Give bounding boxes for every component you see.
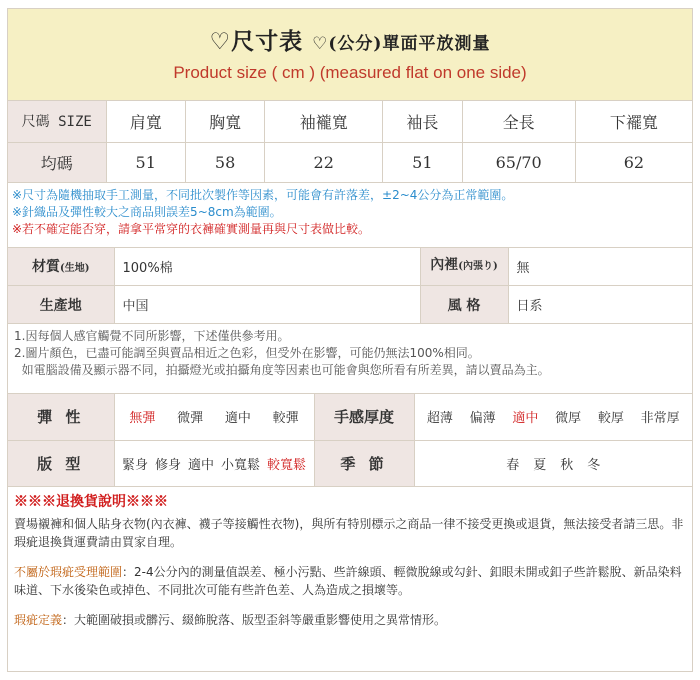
elasticity-option: 較彈 [272,411,299,427]
thickness-option: 較厚 [597,411,624,427]
page-title [8,23,692,56]
origin-label: 生產地 [8,286,114,324]
policy-subtitle: 瑕疵定義 [14,612,63,627]
size-value-row [8,142,692,182]
policy-heading: ※※※退換貨說明※※※ [14,493,168,510]
material-value: 100%棉 [114,248,420,286]
val-armhole: 22 [265,142,383,182]
note-line: 如電腦設備及顯示器不同，拍攝燈光或拍攝角度等因素也可能會與您所看有所差異，請以賣品為主。 [14,363,550,377]
elasticity-label: 彈 性 [8,394,114,440]
attr-row [8,394,692,440]
season-option: 秋 [560,457,574,473]
thickness-label: 手感厚度 [314,394,414,440]
heart-icon: ♡ [209,28,232,55]
note-line: ※尺寸為隨機抽取手工測量，不同批次製作等因素，可能會有許落差，±2~4公分為正常範圍。 [12,187,514,202]
fit-options [114,440,314,486]
val-sleeve: 51 [383,142,462,182]
season-option: 春 [506,457,520,473]
thickness-option: 偏薄 [469,411,496,427]
fit-option: 小寬鬆 [220,457,260,473]
material-info-table [8,248,692,325]
thickness-option: 非常厚 [640,411,680,427]
elasticity-option: 適中 [224,411,251,427]
heart-icon: ♡ [312,34,329,54]
policy-para: 賣場襯褲和個人貼身衣物(內衣褲、襪子等接觸性衣物)，與所有特別標示之商品一律不接受更換或退貨，無法接受者請三思。非瑕疵退換貨運費請由買家自理。 [14,516,684,549]
policy-para [14,563,686,599]
policy-text: ：大範圍破損或髒污、綴飾脫落、版型歪斜等嚴重影響使用之異常情形。 [62,612,447,627]
thickness-option: 適中 [512,411,539,427]
size-chart-sheet [7,8,693,672]
note-line: 2.圖片顏色，已盡可能調至與賣品相近之色彩，但受外在影響，可能仍無法100%相同。 [14,346,480,360]
lining-label: 內裡(內張り) [420,248,508,286]
fit-label: 版 型 [8,440,114,486]
style-value: 日系 [508,286,692,324]
val-length: 65/70 [462,142,575,182]
elasticity-option: 微彈 [177,411,204,427]
col-armhole: 袖襱寬 [265,101,383,142]
note-line-warning: ※若不確定能否穿，請拿平常穿的衣褲確實測量再與尺寸表做比較。 [12,221,371,236]
return-policy [8,487,692,629]
val-chest: 58 [185,142,264,182]
size-row-header: 尺碼 SIZE [8,101,106,142]
season-options [414,440,692,486]
style-label: 風 格 [420,286,508,324]
thickness-options [414,394,692,440]
col-hem: 下襬寬 [575,101,692,142]
measurement-notes [8,183,692,248]
fit-option: 緊身 [121,457,148,473]
policy-para [14,611,686,629]
note-line: ※針織品及彈性較大之商品則誤差5~8cm為範圍。 [12,204,282,219]
season-option: 夏 [533,457,547,473]
val-shoulder: 51 [106,142,185,182]
attribute-table [8,394,692,487]
fit-option: 較寬鬆 [266,457,306,473]
col-shoulder: 肩寬 [106,101,185,142]
info-row [8,248,692,286]
title-suffix: (公分)單面平放測量 [328,34,491,54]
info-row [8,286,692,324]
thickness-option: 微厚 [555,411,582,427]
attr-row [8,440,692,486]
policy-text: ：2-4公分內的測量值誤差、極小污點、些許線頭、輕微脫線或勾針、釦眼未開或釦子些許鬆脫、新品染料味道、下水後染色或掉色、不同批次可能有些許色差、人為造成之損壞等。 [14,564,682,597]
lining-value: 無 [508,248,692,286]
season-label: 季 節 [314,440,414,486]
elasticity-options [114,394,314,440]
color-notes [8,324,692,394]
size-table [8,101,692,183]
title-english: Product size ( cm ) (measured flat on one side) [173,63,527,82]
size-row-label: 均碼 [8,142,106,182]
material-label: 材質(生地) [8,248,114,286]
elasticity-option: 無彈 [129,411,156,427]
fit-option: 修身 [154,457,181,473]
size-header-row [8,101,692,142]
col-length: 全長 [462,101,575,142]
note-line: 1.因每個人感官觸覺不同所影響，下述僅供參考用。 [14,329,290,343]
title-banner [8,9,692,101]
thickness-option: 超薄 [426,411,453,427]
season-option: 冬 [587,457,601,473]
fit-option: 適中 [187,457,214,473]
val-hem: 62 [575,142,692,182]
title-text: 尺寸表 [231,28,304,55]
policy-subtitle: 不屬於瑕疵受理範圍 [14,564,123,579]
col-sleeve: 袖長 [383,101,462,142]
col-chest: 胸寬 [185,101,264,142]
origin-value: 中国 [114,286,420,324]
